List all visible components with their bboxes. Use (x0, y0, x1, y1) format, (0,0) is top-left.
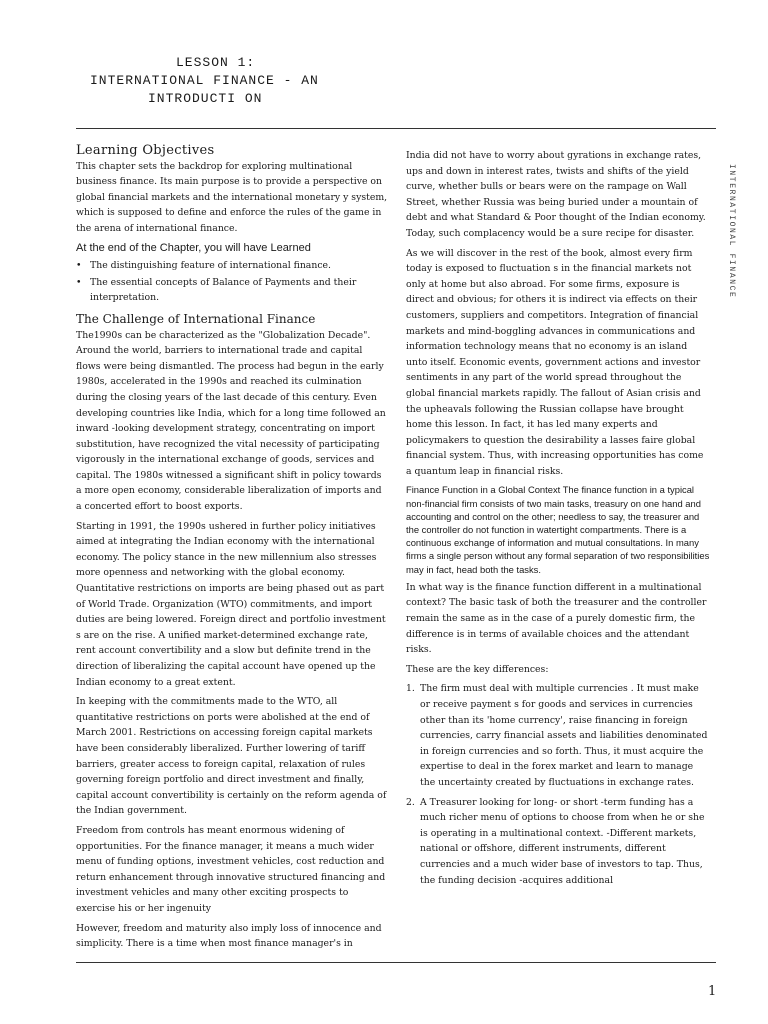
finance-function-paragraph: Finance Function in a Global Context The finance function in a typical non-financial firm consists of two main tasks, treasury on one hand and accounting and control on the other; needless to say, the treasurer and the controller do not function in watertight compartments. There is a continuous exchange of information and mutual consultations. In many firms a single person without any formal separation of two responsibilities may in fact, head both the tasks. (406, 484, 710, 575)
list-item-text: A Treasurer looking for long- or short -term funding has a much richer menu of options to choose from when he or she is operating in a multinational context. -Different markets, national or offshore, different instruments, different currencies and a much wider base of investors to tap. Thus, the funding decision -acquires additional (420, 796, 705, 886)
lesson-title-line-1: INTERNATIONAL FINANCE - AN (90, 73, 319, 88)
list-item (406, 681, 710, 790)
end-of-chapter-heading: At the end of the Chapter, you will have Learned (76, 241, 311, 254)
exposure-paragraph: As we will discover in the rest of the book, almost every firm today is exposed to fluctuation s in the financial markets not only at home but also abroad. For some firms, exposure is direct and obvious; for others it is indirect via effects on their customers, suppliers and competitors. Integration of financial markets and mind-boggling advances in communications and information technology means that no economy is an island unto itself. Economic events, government actions and investor sentiments in any part of the world spread throughout the global financial markets rapidly. The fallout of Asian crisis and the upheavals following the Russian collapse have brought home this lesson. In fact, it has led many experts and policymakers to question the desirability a lasses faire global financial system. Thus, with increasing opportunities has come a quantum leap in financial risks. (406, 247, 704, 477)
challenge-heading: The Challenge of International Finance (76, 311, 316, 326)
list-item: • The distinguishing feature of international finance. (76, 258, 388, 274)
left-column (76, 143, 388, 956)
key-differences-list (406, 681, 710, 888)
policy-paragraph: Starting in 1991, the 1990s ushered in further policy initiatives aimed at integrating the Indian economy with the international economy. The policy stance in the new millennium also stresses more openness and networking with the global economy. Quantitative restrictions on imports are being phased out as part of World Trade. Organization (WTO) commitments, and import duties are being lowered. Foreign direct and portfolio investment s are on the rise. A unified market-determined exchange rate, rent account convertibility and a slow but definite trend in the direction of liberalizing the capital account have opened up the Indian economy to a great extent. (76, 520, 386, 688)
learning-objectives-heading: Learning Objectives (76, 143, 215, 158)
bottom-divider (76, 962, 716, 963)
list-item-number: 2. (406, 796, 415, 808)
objectives-list (76, 258, 388, 306)
top-divider (76, 128, 716, 129)
lesson-title-block (80, 54, 380, 108)
running-side-label: INTERNATIONAL FINANCE (727, 164, 736, 299)
innocence-paragraph: However, freedom and maturity also imply loss of innocence and simplicity. There is a time when most finance manager's in (76, 922, 382, 950)
globalization-paragraph: The1990s can be characterized as the "Globalization Decade". Around the world, barriers to international trade and capital flows were being dismantled. The process had begun in the early 1980s, accelerated in the 1990s and reached its culmination during the closing years of the last decade of this century. Even developing countries like India, which for a long time followed an inward -looking development strategy, concentrating on import substitution, have recognized the vital necessity of participating vigorously in the international exchange of goods, services and capital. The 1980s witnessed a significant shift in policy towards a more open economy, considerable liberalization of imports and a concerted effort to boost exports. (76, 329, 386, 513)
india-paragraph: India did not have to worry about gyrations in exchange rates, ups and down in interest rates, twists and shifts of the yield curve, whether bulls or bears were on the rampage on Wall Street, whether Russia was being buried under a mountain of debt and what Standard & Poor thought of the Indian economy. Today, such complacency would be a sure recipe for disaster. (406, 150, 706, 239)
key-differences-intro: These are the key differences: (406, 663, 549, 675)
freedom-paragraph: Freedom from controls has meant enormous widening of opportunities. For the finance manager, it means a much wider menu of funding options, investment vehicles, cost reduction and return enhancement through innovative structured financing and investment vehicles and many other exciting prospects to exercise his or her ingenuity (76, 824, 386, 914)
list-item-text: The firm must deal with multiple currencies . It must make or receive payment s for goods and services in currencies other than its 'home currency', raise financing in foreign currencies, carry financial assets and liabilities denominated in foreign currencies and so forth. Thus, it must acquire the expertise to deal in the forex market and learn to manage the uncertainty created by fluctuations in exchange rates. (420, 683, 708, 789)
multinational-context-paragraph: In what way is the finance function different in a multinational context? The basic task of both the treasurer and the controller remain the same as in the case of a purely domestic firm, the difference is in terms of available choices and the attendant risks. (406, 581, 707, 656)
right-column (406, 148, 710, 892)
lesson-number: LESSON 1: (176, 55, 256, 70)
list-item: • The essential concepts of Balance of Payments and their interpretation. (76, 275, 388, 306)
intro-paragraph: This chapter sets the backdrop for exploring multinational business finance. Its main purpose is to provide a perspective on global financial markets and the international monetary y system, which is supposed to define and enforce the rules of the game in the arena of international finance. (76, 160, 388, 234)
list-item-number: 1. (406, 683, 415, 695)
page-number: 1 (708, 984, 717, 999)
wto-paragraph: In keeping with the commitments made to the WTO, all quantitative restrictions on ports were abolished at the end of March 2001. Restrictions on accessing foreign capital markets have been considerably liberalized. Further lowering of tariff barriers, greater access to foreign capital, relaxation of rules governing foreign portfolio and direct investment and finally, capital account convertibility is certainly on the reform agenda of the Indian government. (76, 696, 387, 817)
lesson-title-line-2: INTRODUCTI ON (148, 91, 263, 106)
list-item (406, 795, 710, 889)
